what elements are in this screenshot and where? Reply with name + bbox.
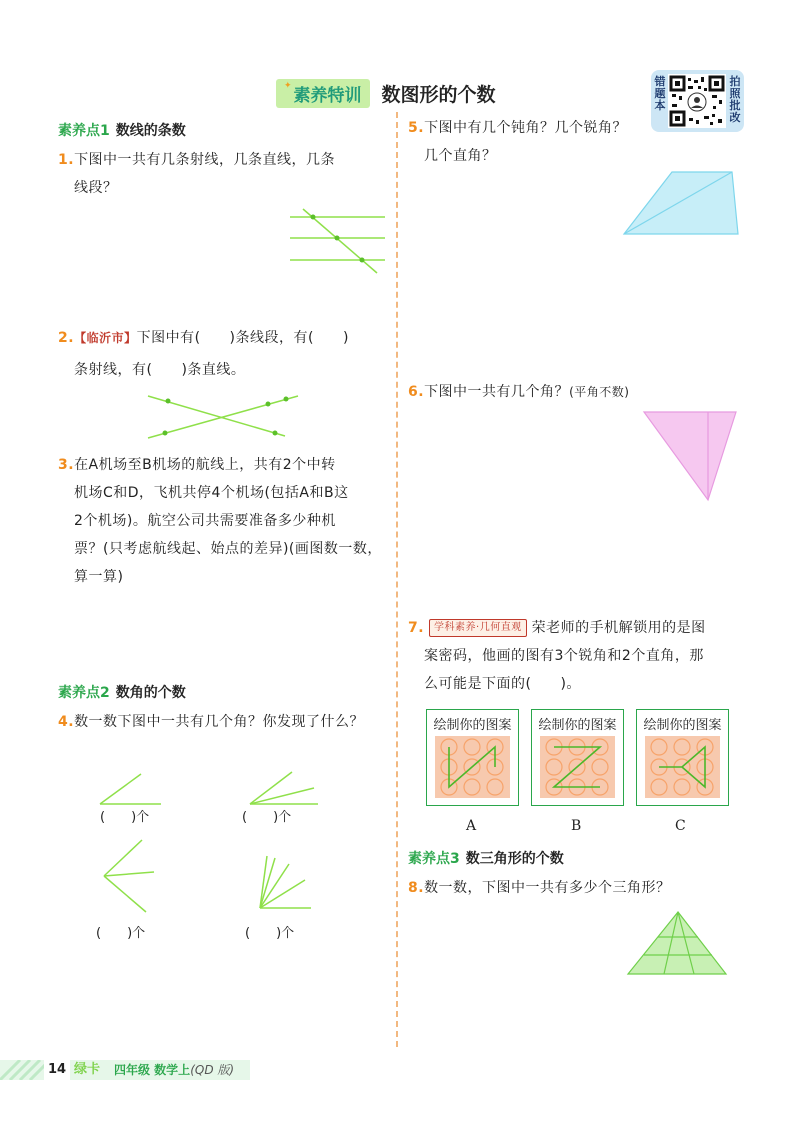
card-label: 绘制你的图案: [538, 718, 617, 733]
section-title: 数角的个数: [115, 685, 186, 701]
question-7: [408, 614, 743, 698]
triangle-figure-q8: [624, 908, 730, 978]
question-text: 数一数下图中一共有几个角？你发现了什么？: [74, 714, 365, 730]
card-label: 绘制你的图案: [643, 718, 722, 733]
question-text: 线段？: [74, 180, 118, 196]
question-text: 在A机场至B机场的航线上，共有2个中转: [74, 457, 336, 473]
card-label: 绘制你的图案: [433, 718, 512, 733]
qr-code-panel[interactable]: [651, 70, 744, 132]
pattern-card-b[interactable]: [531, 709, 624, 806]
question-number: 4.: [58, 714, 75, 730]
question-8: [408, 874, 743, 902]
triangle-figure-q6: [640, 408, 740, 504]
angle-figure-2: [244, 768, 324, 810]
pattern-card-a[interactable]: [426, 709, 519, 806]
question-number: 1.: [58, 152, 75, 168]
figure-point: [335, 236, 340, 241]
book-edition: (QD 版): [190, 1063, 235, 1077]
question-number: 3.: [58, 457, 75, 473]
answer-blank[interactable]: ( )个: [100, 810, 150, 825]
question-number: 5.: [408, 120, 425, 136]
question-text: 荣老师的手机解锁用的是图: [531, 620, 706, 636]
question-text: 机场C和D，飞机共停4个机场(包括A和B这: [74, 485, 349, 501]
figure-point: [266, 402, 271, 407]
qr-left-label: 错题本: [654, 75, 666, 112]
question-2: [58, 324, 393, 384]
section-label: 素养点3: [408, 851, 460, 867]
question-5: [408, 114, 648, 170]
question-number: 8.: [408, 880, 425, 896]
header-tag: ✦ 素养特训: [276, 79, 370, 108]
question-4: [58, 708, 393, 736]
question-text: 几个直角？: [424, 148, 497, 164]
pattern-card-c[interactable]: [636, 709, 729, 806]
question-text: 算一算): [74, 569, 124, 585]
figure-point: [166, 399, 171, 404]
question-text: 下图中一共有几条射线，几条直线，几条: [74, 152, 336, 168]
page-header: [276, 78, 496, 108]
section-title: 数线的条数: [115, 123, 186, 139]
section-label: 素养点1: [58, 123, 110, 139]
question-3: [58, 451, 393, 591]
section-title: 数三角形的个数: [465, 851, 564, 867]
pattern-grid: [435, 736, 510, 798]
question-number: 2.: [58, 330, 75, 346]
q1-lines-figure: [285, 205, 390, 280]
section-heading-3: [408, 848, 564, 868]
column-divider: [396, 112, 398, 1047]
q2-lines-figure: [140, 388, 300, 444]
page-number: 14: [44, 1060, 70, 1080]
question-text: 下图中有( )条线段，有( ): [136, 330, 349, 346]
section-heading-1: [58, 120, 186, 140]
option-label-c: C: [675, 818, 686, 834]
page-title: 数图形的个数: [381, 83, 496, 106]
question-text: 2个机场)。航空公司共需要准备多少种机: [74, 513, 336, 529]
pattern-grid: [540, 736, 615, 798]
question-tag: 学科素养·几何直观: [429, 619, 527, 637]
question-note: (平角不数): [569, 385, 630, 399]
question-text: 下图中一共有几个角？: [424, 384, 570, 400]
footer-book-title: [114, 1060, 234, 1080]
question-text: 数一数，下图中一共有多少个三角形？: [424, 880, 671, 896]
qr-code-icon: [668, 74, 726, 128]
figure-point: [273, 431, 278, 436]
option-label-a: A: [466, 818, 477, 834]
brand-logo: 绿卡: [74, 1062, 101, 1077]
question-6: [408, 378, 738, 406]
question-text: 下图中有几个钝角？几个锐角？: [424, 120, 628, 136]
figure-point: [311, 215, 316, 220]
question-number: 7.: [408, 620, 425, 636]
option-label-b: B: [571, 818, 582, 834]
question-text: 案密码，他画的图有3个锐角和2个直角，那: [424, 648, 704, 664]
answer-blank[interactable]: ( )个: [96, 926, 146, 941]
question-source-tag: 【临沂市】: [74, 331, 137, 345]
question-text: 票？(只考虑航线起、始点的差异)(画图数一数，: [74, 541, 382, 557]
trapezoid-figure: [620, 168, 742, 238]
figure-point: [360, 258, 365, 263]
book-title: 四年级 数学上: [114, 1063, 191, 1077]
answer-blank[interactable]: ( )个: [242, 810, 292, 825]
question-text: 条射线，有( )条直线。: [74, 362, 246, 378]
angle-figure-3: [98, 836, 158, 916]
question-text: 么可能是下面的( )。: [424, 676, 581, 692]
question-number: 6.: [408, 384, 425, 400]
qr-right-label: 拍照批改: [729, 75, 741, 124]
section-label: 素养点2: [58, 685, 110, 701]
answer-blank[interactable]: ( )个: [245, 926, 295, 941]
pattern-grid: [645, 736, 720, 798]
section-heading-2: [58, 682, 186, 702]
angle-figure-4: [255, 852, 315, 912]
figure-point: [163, 431, 168, 436]
figure-point: [284, 397, 289, 402]
angle-figure-1: [95, 770, 165, 810]
question-1: [58, 146, 388, 202]
